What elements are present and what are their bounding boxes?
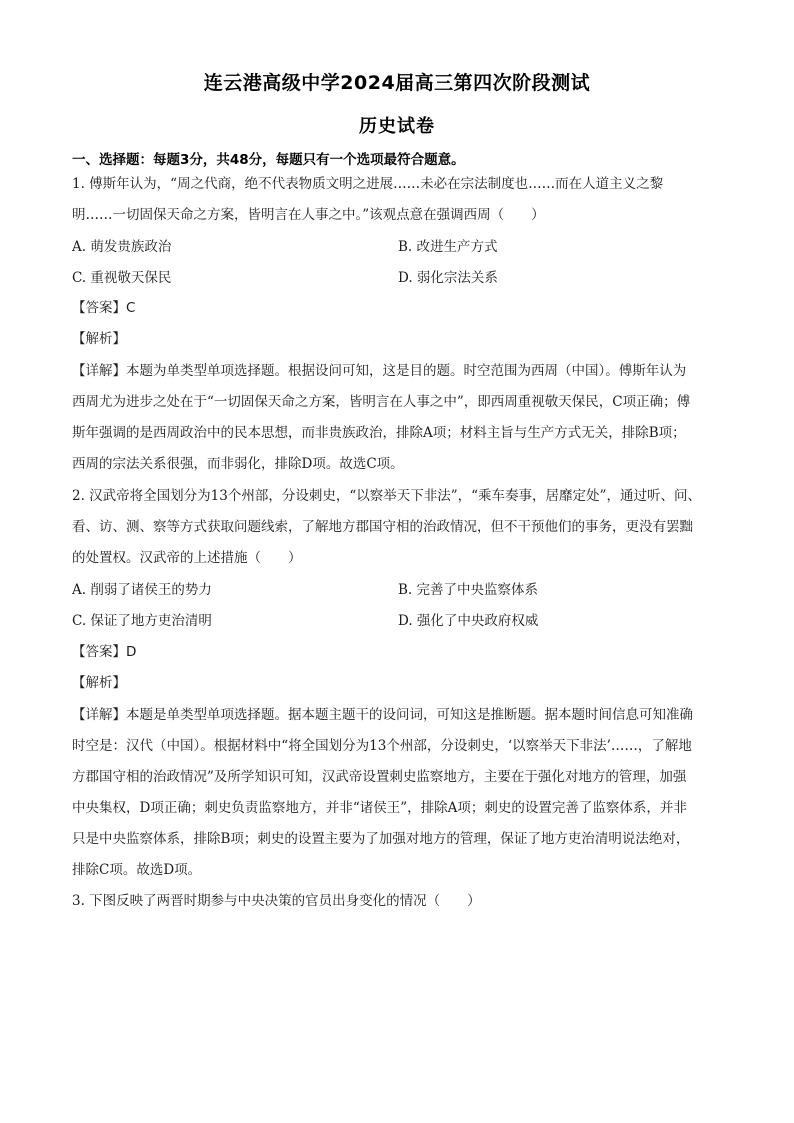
q2-option-d: D. 强化了中央政府权威 [398,613,539,629]
q1-option-c: C. 重视敬天保民 [72,270,172,286]
q1-analysis-label: 【解析】 [72,331,126,347]
section-heading: 一、选择题：每题3分，共48分，每题只有一个选项最符合题意。 [72,152,465,168]
q2-analysis-label: 【解析】 [72,675,126,691]
q2-detail-line-4: 中央集权，D项正确；刺史负责监察地方，并非“诸侯王”，排除A项；刺史的设置完善了监察体系，并非 [72,800,687,816]
q2-option-a: A. 削弱了诸侯王的势力 [72,582,212,598]
q2-detail-line-2: 时空是：汉代（中国）。根据材料中“将全国划分为13个州部，分设刺史，‘以察举天下非法’……，了解地 [72,738,692,754]
q1-detail-line-3: 斯年强调的是西周政治中的民本思想，而非贵族政治，排除A项；材料主旨与生产方式无关，排除B项； [72,425,686,441]
q1-stem-line-1: 1. 傅斯年认为，“周之代商，绝不代表物质文明之进展……未必在宗法制度也……而在人道主义之黎 [72,176,664,192]
q2-option-c: C. 保证了地方吏治清明 [72,613,212,629]
q1-option-a: A. 萌发贵族政治 [72,239,172,255]
q2-stem-line-3: 的处置权。汉武帝的上述措施（ ） [72,550,302,566]
q2-stem-line-1: 2. 汉武帝将全国划分为13个州部，分设刺史，“以察举天下非法”，“乘车奏事，居靡定处”，通过听、问、 [72,488,701,504]
q1-answer: 【答案】C [72,300,136,316]
q2-detail-line-3: 方郡国守相的治政情况”及所学知识可知，汉武帝设置刺史监察地方，主要在于强化对地方的管理，加强 [72,769,687,785]
q2-option-b: B. 完善了中央监察体系 [398,582,539,598]
q2-detail-line-5: 只是中央监察体系，排除B项；刺史的设置主要为了加强对地方的管理，保证了地方吏治清明说法绝对， [72,831,690,847]
q1-stem-line-2: 明……一切固保天命之方案，皆明言在人事之中。”该观点意在强调西周（ ） [72,207,545,223]
exam-title: 连云港高级中学2024届高三第四次阶段测试 [203,72,591,94]
q1-detail-line-2: 西周尤为进步之处在于“一切固保天命之方案，皆明言在人事之中”，即西周重视敬天保民，C项正确；傅 [72,394,691,410]
q1-detail-line-4: 西周的宗法关系很强，而非弱化，排除D项。故选C项。 [72,456,404,472]
q2-answer: 【答案】D [72,644,137,660]
q2-detail-line-6: 排除C项。故选D项。 [72,862,202,878]
q1-detail-line-1: 【详解】本题为单类型单项选择题。根据设问可知，这是目的题。时空范围为西周（中国）。傅斯年认为 [72,363,687,379]
q1-option-b: B. 改进生产方式 [398,239,498,255]
q3-stem: 3. 下图反映了两晋时期参与中央决策的官员出身变化的情况（ ） [72,893,481,909]
q1-option-d: D. 弱化宗法关系 [398,270,498,286]
exam-subtitle: 历史试卷 [359,116,435,137]
q2-detail-line-1: 【详解】本题是单类型单项选择题。据本题主题干的设问词，可知这是推断题。据本题时间信息可知准确 [72,707,693,723]
q2-stem-line-2: 看、访、测、察等方式获取问题线索，了解地方郡国守相的治政情况，但不干预他们的事务，更没有罢黜 [72,519,693,535]
